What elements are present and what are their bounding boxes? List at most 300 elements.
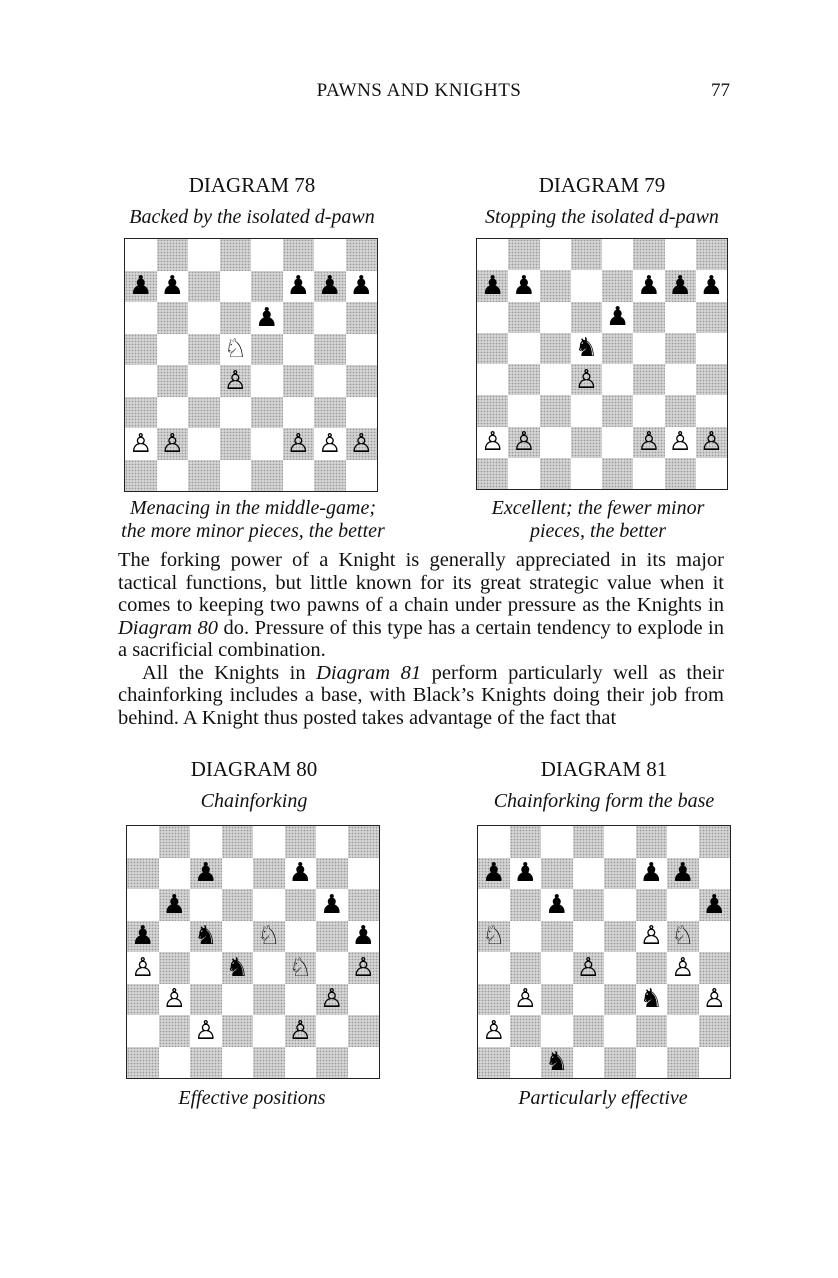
- square-a6: [478, 889, 510, 921]
- square-b8: [508, 239, 539, 270]
- square-b1: [510, 1047, 542, 1079]
- square-d8: [222, 826, 254, 858]
- square-h2: [699, 1015, 731, 1047]
- square-d3: [573, 984, 605, 1016]
- square-f6: [283, 302, 315, 334]
- square-g2: [314, 428, 346, 460]
- square-g8: [667, 826, 699, 858]
- square-a8: [477, 239, 508, 270]
- square-e5: [604, 921, 636, 953]
- square-a5: [125, 334, 157, 366]
- square-e2: [251, 428, 283, 460]
- square-h4: [346, 365, 378, 397]
- square-f3: [636, 984, 668, 1016]
- diagram-reference: Diagram 80: [118, 616, 219, 639]
- square-e8: [602, 239, 633, 270]
- square-c2: [188, 428, 220, 460]
- square-d1: [220, 460, 252, 492]
- square-b1: [157, 460, 189, 492]
- white-pawn-icon: ♙: [574, 364, 599, 395]
- diagram-78-caption: [88, 497, 418, 543]
- square-f3: [283, 397, 315, 429]
- square-f8: [636, 826, 668, 858]
- square-e7: [251, 271, 283, 303]
- square-g3: [665, 395, 696, 426]
- square-g1: [314, 460, 346, 492]
- square-a2: [127, 1015, 159, 1047]
- square-d2: [220, 428, 252, 460]
- white-pawn-icon: ♙: [671, 952, 695, 983]
- square-f3: [633, 395, 664, 426]
- black-pawn-icon: ♟: [129, 271, 153, 302]
- square-a4: [127, 952, 159, 984]
- square-a8: [125, 239, 157, 271]
- diagram-reference: Diagram 81: [316, 661, 422, 684]
- square-h2: [696, 427, 727, 458]
- square-a4: [478, 952, 510, 984]
- square-e1: [253, 1047, 285, 1079]
- body-paragraph: [118, 549, 724, 662]
- square-c1: [540, 458, 571, 489]
- diagram-81-caption: [438, 1087, 768, 1110]
- square-c1: [190, 1047, 222, 1079]
- caption-line: Menacing in the middle-game;: [129, 497, 377, 519]
- square-a8: [127, 826, 159, 858]
- square-e1: [251, 460, 283, 492]
- square-c1: [188, 460, 220, 492]
- square-a6: [127, 889, 159, 921]
- white-pawn-icon: ♙: [512, 427, 536, 458]
- square-e7: [604, 858, 636, 890]
- square-g7: [314, 271, 346, 303]
- white-pawn-icon: ♙: [318, 428, 342, 459]
- square-e4: [602, 364, 633, 395]
- square-g2: [667, 1015, 699, 1047]
- square-c2: [190, 1015, 222, 1047]
- square-e5: [253, 921, 285, 953]
- square-e5: [602, 333, 633, 364]
- square-h6: [699, 889, 731, 921]
- square-b6: [510, 889, 542, 921]
- square-b7: [508, 270, 539, 301]
- square-d2: [573, 1015, 605, 1047]
- square-d1: [571, 458, 602, 489]
- square-h3: [348, 984, 380, 1016]
- square-h5: [348, 921, 380, 953]
- white-pawn-icon: ♙: [637, 427, 661, 458]
- square-h2: [346, 428, 378, 460]
- square-g1: [665, 458, 696, 489]
- square-g7: [667, 858, 699, 890]
- square-h5: [696, 333, 727, 364]
- square-g5: [314, 334, 346, 366]
- square-c7: [188, 271, 220, 303]
- square-f2: [636, 1015, 668, 1047]
- square-g5: [665, 333, 696, 364]
- square-f6: [636, 889, 668, 921]
- square-h8: [696, 239, 727, 270]
- white-knight-icon: ♘: [671, 921, 695, 952]
- square-e2: [604, 1015, 636, 1047]
- white-knight-icon: ♘: [223, 334, 247, 365]
- black-pawn-icon: ♟: [320, 889, 344, 920]
- text-run: The forking power of a Knight is generally appreciated in its major tactical functions, but little known for its great strategic value when it comes to keeping two pawns of a chain under pressure as the Knights in: [118, 549, 724, 616]
- square-d7: [222, 858, 254, 890]
- square-d8: [573, 826, 605, 858]
- square-b3: [157, 397, 189, 429]
- white-pawn-icon: ♙: [639, 921, 663, 952]
- white-pawn-icon: ♙: [702, 984, 726, 1015]
- square-h3: [696, 395, 727, 426]
- square-f3: [285, 984, 317, 1016]
- square-a2: [477, 427, 508, 458]
- square-f8: [283, 239, 315, 271]
- square-d8: [571, 239, 602, 270]
- black-knight-icon: ♞: [545, 1047, 569, 1078]
- diagram-80-header: [94, 756, 414, 814]
- square-b6: [157, 302, 189, 334]
- square-d6: [573, 889, 605, 921]
- square-b2: [510, 1015, 542, 1047]
- black-knight-icon: ♞: [574, 333, 599, 364]
- white-pawn-icon: ♙: [223, 365, 247, 396]
- square-b8: [510, 826, 542, 858]
- square-f8: [633, 239, 664, 270]
- square-c4: [540, 364, 571, 395]
- diagram-78-header: [92, 172, 412, 230]
- page-number: 77: [711, 80, 730, 101]
- square-b7: [157, 271, 189, 303]
- square-a6: [125, 302, 157, 334]
- black-pawn-icon: ♟: [482, 858, 506, 889]
- square-b5: [510, 921, 542, 953]
- square-h6: [348, 889, 380, 921]
- square-b4: [510, 952, 542, 984]
- square-c5: [540, 333, 571, 364]
- square-g8: [665, 239, 696, 270]
- square-c7: [541, 858, 573, 890]
- square-b5: [159, 921, 191, 953]
- square-g7: [665, 270, 696, 301]
- square-a1: [127, 1047, 159, 1079]
- diagram-80-caption: [87, 1087, 417, 1110]
- square-a6: [477, 302, 508, 333]
- square-c8: [188, 239, 220, 271]
- black-pawn-icon: ♟: [637, 270, 661, 301]
- black-pawn-icon: ♟: [513, 858, 537, 889]
- square-e4: [253, 952, 285, 984]
- square-f6: [633, 302, 664, 333]
- running-head: [0, 80, 838, 106]
- black-pawn-icon: ♟: [194, 858, 218, 889]
- square-a3: [478, 984, 510, 1016]
- square-d1: [222, 1047, 254, 1079]
- square-h1: [699, 1047, 731, 1079]
- diagram-subtitle: Chainforking form the base: [493, 790, 715, 812]
- square-f7: [633, 270, 664, 301]
- square-b3: [508, 395, 539, 426]
- square-a7: [477, 270, 508, 301]
- square-b6: [159, 889, 191, 921]
- square-b7: [159, 858, 191, 890]
- body-text: [118, 549, 724, 729]
- chessboard-diagram-79: [476, 238, 728, 490]
- square-h1: [348, 1047, 380, 1079]
- square-d6: [222, 889, 254, 921]
- square-e1: [602, 458, 633, 489]
- white-pawn-icon: ♙: [668, 427, 692, 458]
- white-pawn-icon: ♙: [576, 952, 600, 983]
- square-h4: [348, 952, 380, 984]
- diagram-heading: DIAGRAM 81: [540, 757, 668, 781]
- square-d6: [571, 302, 602, 333]
- square-c5: [190, 921, 222, 953]
- square-g1: [316, 1047, 348, 1079]
- square-e1: [604, 1047, 636, 1079]
- white-pawn-icon: ♙: [160, 428, 184, 459]
- square-h3: [699, 984, 731, 1016]
- square-d5: [573, 921, 605, 953]
- square-e6: [602, 302, 633, 333]
- square-e2: [253, 1015, 285, 1047]
- square-d3: [220, 397, 252, 429]
- chessboard-diagram-80: [126, 825, 380, 1079]
- square-f2: [633, 427, 664, 458]
- text-run: perform particularly well as their chainforking includes a base, with Black’s Knights doing their job from behind. A Knight thus posted takes advantage of the fact that: [118, 661, 724, 729]
- square-f1: [283, 460, 315, 492]
- diagram-subtitle: Stopping the isolated d-pawn: [485, 206, 719, 228]
- square-a7: [127, 858, 159, 890]
- square-f7: [636, 858, 668, 890]
- square-e3: [253, 984, 285, 1016]
- black-pawn-icon: ♟: [318, 271, 342, 302]
- square-a7: [125, 271, 157, 303]
- square-d4: [573, 952, 605, 984]
- square-c8: [540, 239, 571, 270]
- square-f5: [633, 333, 664, 364]
- square-b1: [159, 1047, 191, 1079]
- square-a1: [477, 458, 508, 489]
- square-h1: [696, 458, 727, 489]
- square-g5: [667, 921, 699, 953]
- caption-line: Effective positions: [178, 1087, 326, 1109]
- diagram-heading: DIAGRAM 78: [188, 173, 316, 197]
- square-h8: [348, 826, 380, 858]
- white-knight-icon: ♘: [482, 921, 506, 952]
- square-h1: [346, 460, 378, 492]
- square-a2: [478, 1015, 510, 1047]
- square-b4: [508, 364, 539, 395]
- square-b4: [157, 365, 189, 397]
- chessboard-diagram-78: [124, 238, 378, 492]
- square-a8: [478, 826, 510, 858]
- square-b6: [508, 302, 539, 333]
- square-a3: [127, 984, 159, 1016]
- square-a1: [125, 460, 157, 492]
- square-h2: [348, 1015, 380, 1047]
- square-c3: [541, 984, 573, 1016]
- black-pawn-icon: ♟: [668, 270, 692, 301]
- square-a1: [478, 1047, 510, 1079]
- square-d1: [573, 1047, 605, 1079]
- text-run: do. Pressure of this type has a certain tendency to explode in a sacrificial combination.: [118, 616, 724, 661]
- square-c4: [188, 365, 220, 397]
- square-c5: [188, 334, 220, 366]
- square-e8: [604, 826, 636, 858]
- square-b3: [159, 984, 191, 1016]
- square-a7: [478, 858, 510, 890]
- diagram-heading: DIAGRAM 79: [538, 173, 666, 197]
- text-run: All the Knights in: [142, 661, 317, 684]
- square-g4: [667, 952, 699, 984]
- square-e8: [251, 239, 283, 271]
- square-e3: [602, 395, 633, 426]
- square-g2: [316, 1015, 348, 1047]
- square-e4: [251, 365, 283, 397]
- square-h5: [699, 921, 731, 953]
- black-pawn-icon: ♟: [349, 271, 373, 302]
- square-b8: [159, 826, 191, 858]
- diagram-subtitle: Backed by the isolated d-pawn: [129, 206, 375, 228]
- square-c3: [188, 397, 220, 429]
- square-f7: [285, 858, 317, 890]
- square-g4: [314, 365, 346, 397]
- square-d2: [222, 1015, 254, 1047]
- diagram-79-caption: [433, 497, 763, 543]
- square-a5: [477, 333, 508, 364]
- white-pawn-icon: ♙: [320, 984, 344, 1015]
- white-pawn-icon: ♙: [513, 984, 537, 1015]
- caption-line: pieces, the better: [529, 520, 667, 542]
- square-d5: [220, 334, 252, 366]
- white-pawn-icon: ♙: [162, 984, 186, 1015]
- square-d3: [571, 395, 602, 426]
- square-e6: [604, 889, 636, 921]
- white-pawn-icon: ♙: [349, 428, 373, 459]
- square-a5: [127, 921, 159, 953]
- square-c7: [540, 270, 571, 301]
- square-e7: [253, 858, 285, 890]
- square-e8: [253, 826, 285, 858]
- square-h7: [348, 858, 380, 890]
- square-g8: [314, 239, 346, 271]
- square-f7: [283, 271, 315, 303]
- square-d3: [222, 984, 254, 1016]
- black-pawn-icon: ♟: [545, 889, 569, 920]
- square-d4: [222, 952, 254, 984]
- chessboard-diagram-81: [477, 825, 731, 1079]
- square-b5: [508, 333, 539, 364]
- square-f1: [636, 1047, 668, 1079]
- black-pawn-icon: ♟: [255, 302, 279, 333]
- square-f4: [283, 365, 315, 397]
- square-f5: [636, 921, 668, 953]
- diagram-81-header: [444, 756, 764, 814]
- square-g4: [665, 364, 696, 395]
- square-h3: [346, 397, 378, 429]
- square-e7: [602, 270, 633, 301]
- black-pawn-icon: ♟: [162, 889, 186, 920]
- square-e6: [251, 302, 283, 334]
- square-d4: [571, 364, 602, 395]
- square-b3: [510, 984, 542, 1016]
- white-pawn-icon: ♙: [194, 1015, 218, 1046]
- square-h8: [346, 239, 378, 271]
- square-h8: [699, 826, 731, 858]
- square-f5: [283, 334, 315, 366]
- square-d5: [571, 333, 602, 364]
- square-f6: [285, 889, 317, 921]
- square-f4: [636, 952, 668, 984]
- square-a4: [477, 364, 508, 395]
- square-d4: [220, 365, 252, 397]
- square-g4: [316, 952, 348, 984]
- square-b8: [157, 239, 189, 271]
- square-f1: [285, 1047, 317, 1079]
- square-c4: [190, 952, 222, 984]
- black-pawn-icon: ♟: [512, 270, 536, 301]
- square-c3: [540, 395, 571, 426]
- white-knight-icon: ♘: [257, 921, 281, 952]
- square-h7: [346, 271, 378, 303]
- square-c4: [541, 952, 573, 984]
- black-pawn-icon: ♟: [131, 921, 155, 952]
- square-c2: [541, 1015, 573, 1047]
- square-c6: [190, 889, 222, 921]
- square-f2: [285, 1015, 317, 1047]
- square-f1: [633, 458, 664, 489]
- square-e5: [251, 334, 283, 366]
- square-b2: [508, 427, 539, 458]
- square-d5: [222, 921, 254, 953]
- square-b4: [159, 952, 191, 984]
- square-b2: [159, 1015, 191, 1047]
- square-c6: [540, 302, 571, 333]
- white-pawn-icon: ♙: [131, 952, 155, 983]
- black-knight-icon: ♞: [639, 984, 663, 1015]
- caption-line: Particularly effective: [518, 1087, 688, 1109]
- square-g3: [667, 984, 699, 1016]
- square-c8: [190, 826, 222, 858]
- square-a3: [477, 395, 508, 426]
- square-g6: [667, 889, 699, 921]
- black-pawn-icon: ♟: [286, 271, 310, 302]
- square-d8: [220, 239, 252, 271]
- square-g6: [665, 302, 696, 333]
- chapter-title: PAWNS AND KNIGHTS: [316, 80, 522, 101]
- square-g2: [665, 427, 696, 458]
- square-h6: [696, 302, 727, 333]
- square-f2: [283, 428, 315, 460]
- square-a2: [125, 428, 157, 460]
- square-e6: [253, 889, 285, 921]
- square-g6: [316, 889, 348, 921]
- square-g3: [314, 397, 346, 429]
- square-d7: [220, 271, 252, 303]
- square-g8: [316, 826, 348, 858]
- white-pawn-icon: ♙: [129, 428, 153, 459]
- black-pawn-icon: ♟: [605, 302, 630, 333]
- white-pawn-icon: ♙: [699, 427, 724, 458]
- square-a3: [125, 397, 157, 429]
- caption-line: the more minor pieces, the better: [121, 520, 385, 542]
- square-h6: [346, 302, 378, 334]
- square-b2: [157, 428, 189, 460]
- square-d7: [571, 270, 602, 301]
- white-knight-icon: ♘: [288, 952, 312, 983]
- black-knight-icon: ♞: [225, 952, 249, 983]
- square-h5: [346, 334, 378, 366]
